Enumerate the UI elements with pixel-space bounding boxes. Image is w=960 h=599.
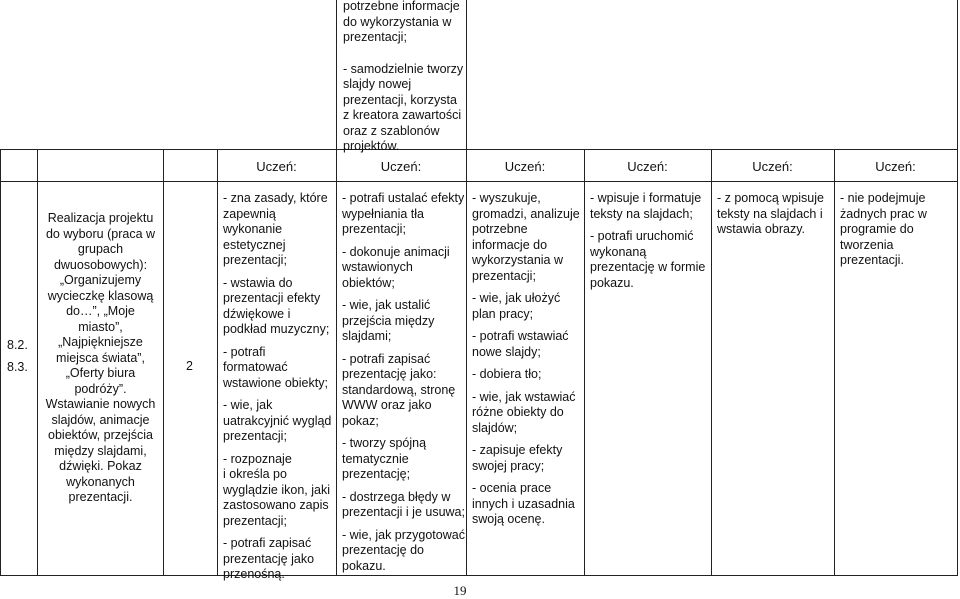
text-line: przejścia między <box>342 313 435 328</box>
requirement-item <box>472 191 583 284</box>
text-line: do wykorzystania w <box>343 14 452 29</box>
text-line: uatrakcyjnić wygląd <box>223 413 332 428</box>
text-line: - wie, jak <box>223 398 273 412</box>
text-line: Realizacja projektu <box>47 211 154 225</box>
text-line: zastosowano zapis <box>223 498 329 512</box>
requirement-item <box>342 352 465 430</box>
text-line: - potrafi uruchomić <box>590 229 694 243</box>
text-line: - potrafi zapisać <box>223 536 312 550</box>
text-line: tworzenia <box>840 237 894 252</box>
requirement-item <box>342 528 465 575</box>
text-line: prezentacji; <box>342 222 406 236</box>
requirement-item <box>590 229 710 291</box>
header-student-1: Uczeń: <box>256 159 297 174</box>
requirements-column-2 <box>342 191 465 574</box>
text-line: prezentacji efekty <box>223 291 321 305</box>
text-line: wstawionych <box>342 260 413 274</box>
requirement-item <box>472 443 583 474</box>
text-line: swoją ocenę. <box>472 512 545 526</box>
text-line: i określa po <box>223 467 287 481</box>
text-line: prezentacji; <box>223 513 287 528</box>
text-line: wykonaną <box>590 244 647 259</box>
requirement-item <box>342 490 465 521</box>
lesson-number: 8.3. <box>7 360 28 374</box>
table-border-bottom <box>0 575 958 576</box>
requirements-column-5 <box>717 191 833 238</box>
text-line: - wie, jak przygotować <box>342 527 465 542</box>
text-line: pokazu. <box>342 558 386 573</box>
text-line: - tworzy spójną <box>342 436 427 450</box>
text-line: prezentację w formie <box>590 260 706 274</box>
text-line: „Najpiękniejsze <box>58 335 143 349</box>
lesson-number: 8.2. <box>7 338 28 352</box>
text-line: prezentację jako <box>223 551 315 566</box>
col-divider <box>711 149 712 576</box>
col-divider <box>217 149 218 576</box>
col-divider <box>466 149 467 576</box>
requirements-column-6 <box>840 191 956 269</box>
text-line: - potrafi ustalać efekty <box>342 191 465 205</box>
text-line: prezentacji; <box>223 429 287 443</box>
text-line: - nie podejmuje <box>840 191 926 205</box>
text-line: - wyszukuje, <box>472 191 541 205</box>
col-divider <box>336 0 337 576</box>
text-line: dźwięki. Pokaz <box>59 459 142 473</box>
text-line: - wie, jak ułożyć <box>472 291 561 305</box>
requirement-item <box>472 367 583 383</box>
text-line: z kreatora zawartości <box>343 108 462 122</box>
row-divider-header <box>0 181 958 182</box>
requirement-item <box>472 390 583 437</box>
header-student-3: Uczeń: <box>504 159 546 174</box>
requirement-item <box>223 536 335 583</box>
text-line: zapewnią <box>223 206 276 221</box>
col-divider <box>584 149 585 576</box>
text-line: grupach <box>77 242 124 256</box>
hours-count: 2 <box>186 359 193 373</box>
header-student-5: Uczeń: <box>752 159 793 174</box>
text-line: - zapisuje efekty <box>472 443 563 457</box>
requirement-item <box>223 345 335 392</box>
text-line: podróży”. <box>74 381 127 396</box>
text-line: dwuosobowych): <box>53 257 148 272</box>
requirements-column-4 <box>590 191 710 291</box>
text-line: miasto”, <box>78 319 123 334</box>
text-line: - potrafi zapisać <box>342 351 431 366</box>
text-line: prezentacji; <box>343 30 407 44</box>
continued-cell <box>343 0 465 155</box>
table-border-left <box>0 149 1 576</box>
text-line: prezentacji. <box>840 253 904 267</box>
col-divider <box>163 149 164 576</box>
text-line: slajdów, animacje <box>51 412 150 427</box>
text-line: do wyboru (praca w <box>45 226 156 241</box>
lesson-topic <box>38 211 163 506</box>
text-line: teksty na slajdach i <box>717 206 823 221</box>
text-line: WWW oraz jako <box>342 398 432 412</box>
text-line: „Organizujemy <box>59 273 142 287</box>
table-border-right <box>957 0 958 576</box>
text-line: prezentację do <box>342 543 425 557</box>
text-line: - potrafi <box>223 344 266 359</box>
row-divider-top <box>0 149 958 150</box>
text-line: slajdy nowej <box>343 77 412 91</box>
requirement-item <box>223 276 335 338</box>
text-line: prezentację jako: <box>342 367 437 381</box>
text-line: formatować <box>223 360 288 374</box>
requirement-item <box>840 191 956 269</box>
requirement-item <box>472 329 583 360</box>
text-line: wykonanie <box>223 222 283 236</box>
text-line: standardową, stronę <box>342 382 456 397</box>
text-line: wykorzystania w <box>472 253 563 267</box>
text-line: oraz z szablonów <box>343 123 440 138</box>
text-line: teksty na slajdach; <box>590 206 693 221</box>
text-line: innych i uzasadnia <box>472 496 575 511</box>
text-line: obiektów, przejścia <box>48 428 153 442</box>
text-line: żadnych prac w <box>840 206 927 221</box>
text-line: prezentacji; <box>472 268 536 283</box>
text-line: gromadzi, analizuje <box>472 206 580 221</box>
text-line: - wie, jak ustalić <box>342 298 431 312</box>
requirements-column-3 <box>472 191 583 528</box>
text-line: - dokonuje animacji <box>342 244 450 259</box>
text-line: wypełniania tła <box>342 206 424 221</box>
text-line: dźwiękowe i <box>223 306 291 321</box>
requirement-item <box>342 245 465 292</box>
text-line: potrzebne informacje <box>343 0 460 13</box>
text-line: - samodzielnie tworzy <box>343 61 464 76</box>
col-divider <box>834 149 835 576</box>
text-line: - ocenia prace <box>472 481 552 495</box>
page-number: 19 <box>453 583 467 598</box>
text-line: wycieczkę klasową <box>47 288 154 303</box>
requirement-item <box>342 191 465 238</box>
header-student-4: Uczeń: <box>627 159 668 174</box>
requirement-item <box>717 191 833 238</box>
text-line: pokaz; <box>342 413 379 428</box>
text-line: programie do <box>840 222 914 236</box>
requirement-item <box>590 191 710 222</box>
col-divider <box>466 0 467 150</box>
text-line: różne obiekty do <box>472 405 564 419</box>
text-line: estetycznej <box>223 237 286 252</box>
text-line: prezentację; <box>342 467 411 481</box>
text-line: prezentacji, korzysta <box>343 92 457 107</box>
text-line: - wie, jak wstawiać <box>472 389 576 404</box>
text-line: potrzebne <box>472 222 528 236</box>
header-student-6: Uczeń: <box>875 159 916 174</box>
requirements-column-1 <box>223 191 335 583</box>
requirement-item <box>342 298 465 345</box>
text-line: - zna zasady, które <box>223 191 328 205</box>
text-line: wstawia obrazy. <box>717 222 805 236</box>
text-line: obiektów; <box>342 275 395 290</box>
text-line: - dostrzega błędy w <box>342 489 451 504</box>
text-line: - rozpoznaje <box>223 451 292 466</box>
requirement-item <box>223 398 335 445</box>
text-line: - z pomocą wpisuje <box>717 191 824 205</box>
text-line: wyglądzie ikon, jaki <box>223 482 330 497</box>
text-line: miejsca świata”, <box>56 350 145 365</box>
text-line: podkład muzyczny; <box>223 322 330 336</box>
text-line: plan pracy; <box>472 306 534 321</box>
text-line: - potrafi wstawiać <box>472 329 569 343</box>
text-line: prezentacji; <box>223 253 287 267</box>
text-line: tematycznie <box>342 451 409 466</box>
text-line: między slajdami, <box>54 443 147 458</box>
header-student-2: Uczeń: <box>380 159 422 174</box>
text-line: Wstawianie nowych <box>45 397 156 411</box>
requirement-item <box>472 481 583 528</box>
requirement-item <box>472 291 583 322</box>
text-line: „Oferty biura <box>65 366 136 380</box>
text-line: swojej pracy; <box>472 458 545 473</box>
requirement-item <box>223 191 335 269</box>
text-line: informacje do <box>472 237 548 252</box>
text-line: slajdami; <box>342 329 392 343</box>
text-line: wykonanych <box>66 474 135 489</box>
text-line: slajdów; <box>472 420 518 435</box>
text-line: projektów. <box>343 139 400 153</box>
text-line: prezentacji i je usuwa; <box>342 505 465 519</box>
text-line: pokazu. <box>590 275 634 290</box>
text-line: - wstawia do <box>223 275 293 290</box>
requirement-item <box>223 452 335 530</box>
text-line: nowe slajdy; <box>472 344 541 359</box>
text-line: przenośną. <box>223 567 285 581</box>
text-line: prezentacji. <box>68 490 133 504</box>
text-line: - dobiera tło; <box>472 367 542 381</box>
text-line: wstawione obiekty; <box>223 375 328 390</box>
text-line: - wpisuje i formatuje <box>590 191 702 205</box>
text-line: do…”, „Moje <box>66 304 135 318</box>
requirement-item <box>342 436 465 483</box>
